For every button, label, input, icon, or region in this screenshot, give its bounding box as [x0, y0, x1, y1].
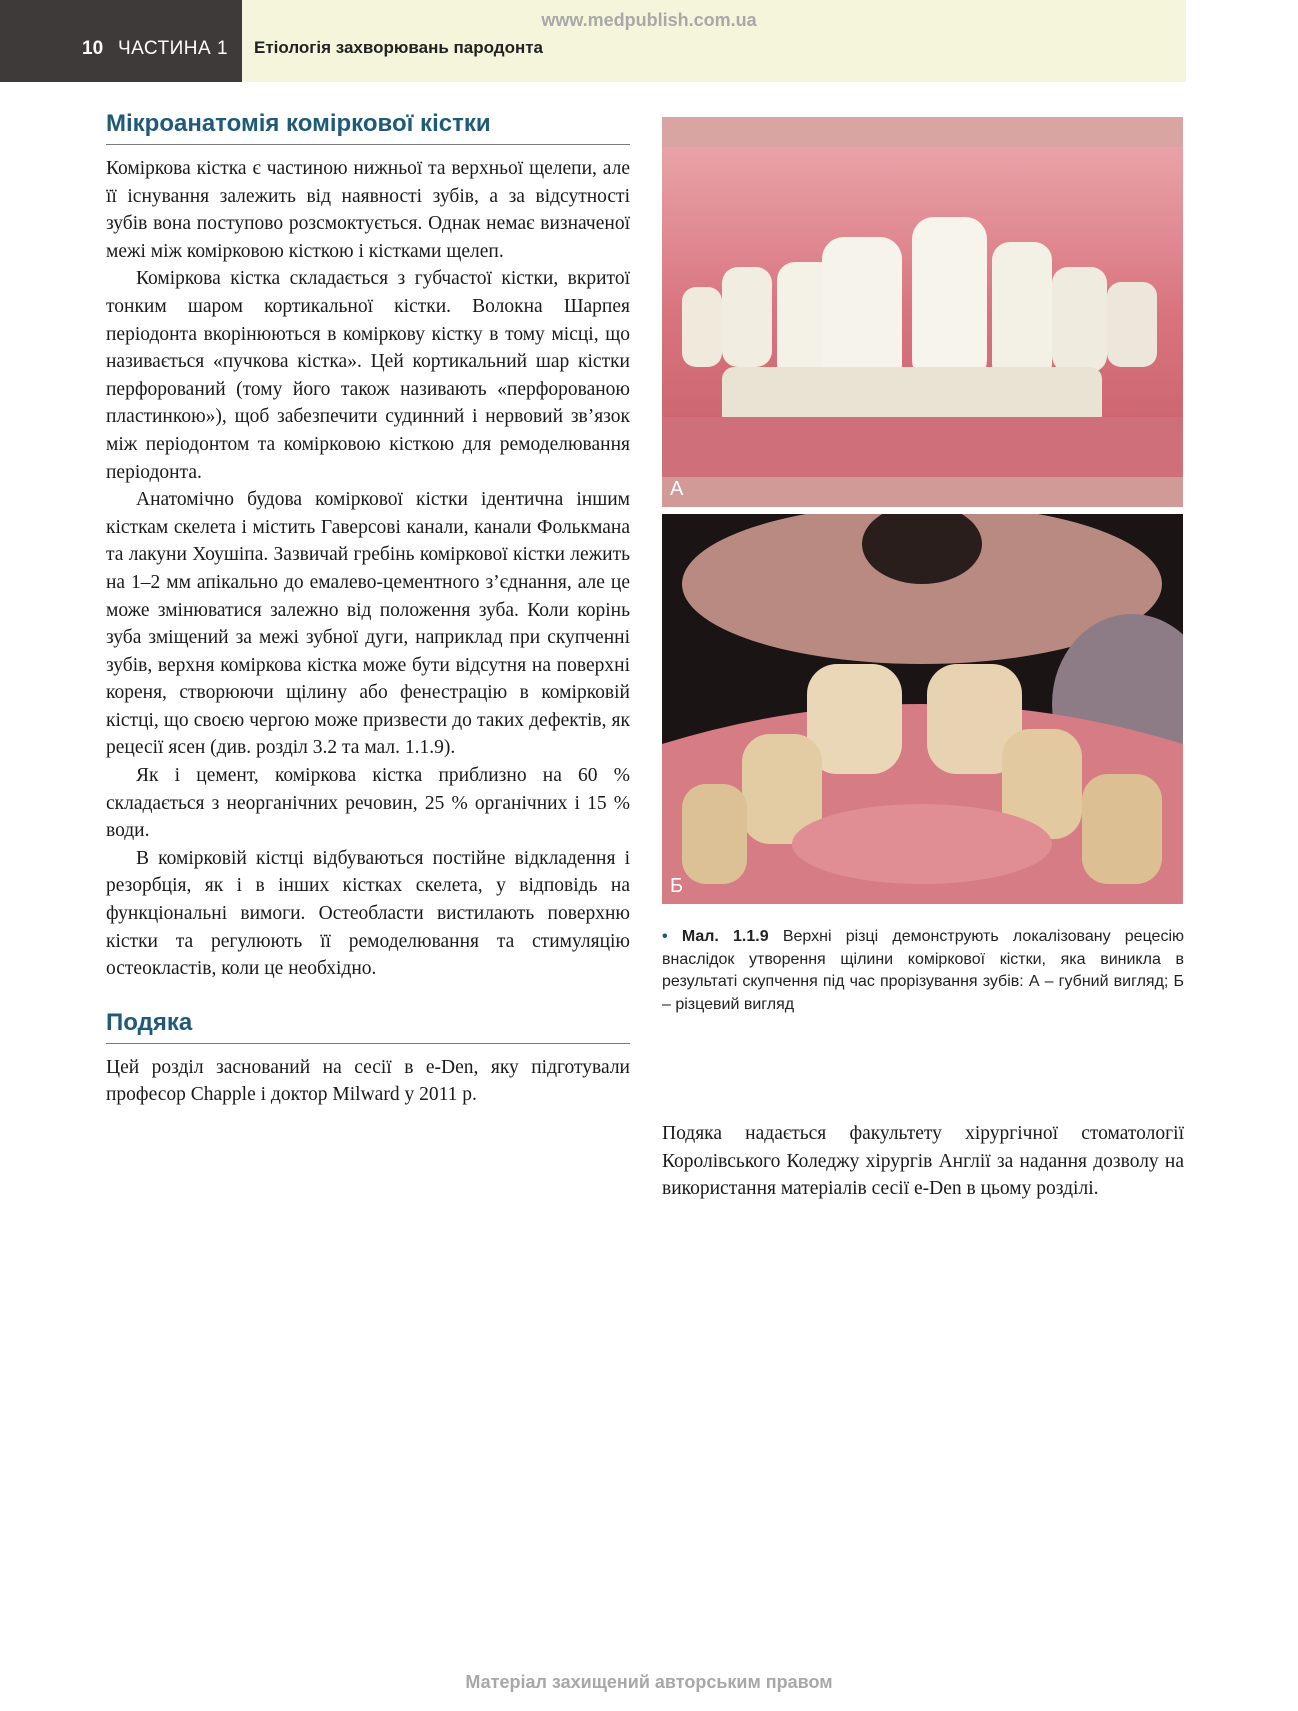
caption-bullet: •	[662, 928, 668, 945]
figure-photo-labial	[662, 117, 1183, 507]
paragraph: Коміркова кістка складається з губчастої кістки, вкритої тонким шаром кортикальної кістки. Волокна Шарпея періодонта вкорінюються в коміркову кістку в тому місці, що називається «пучкова кістка». Цей кортикальний шар кістки перфорований (тому його також називають «перфорованою пластинкою»), щоб забезпечити судинний і нервовий зв’язок між періодонтом та комірковою кісткою для ремоделювання періодонта.	[106, 268, 630, 483]
page-number: 10	[82, 38, 104, 59]
site-watermark: www.medpublish.com.ua	[541, 10, 757, 30]
panel-label-b: Б	[670, 875, 684, 897]
figure-label: Мал. 1.1.9	[681, 928, 769, 945]
figure-photo-incisal	[662, 514, 1183, 904]
part-label: ЧАСТИНА 1	[118, 38, 229, 59]
paragraph: В комірковій кістці відбуваються постійне відкладення і резорбція, як і в інших кістках скелета, у відповідь на функціональні вимоги. Остеобласти вистилають поверхню кістки та регулюють її ремоделювання та стимуляцію остеокластів, коли це необхідно.	[106, 847, 630, 980]
panel-label-a: А	[670, 478, 684, 500]
figure-caption	[662, 926, 1184, 1016]
chapter-title: Етіологія захворювань пародонта	[254, 38, 544, 57]
section-heading-acknowledgement: Подяка	[106, 1009, 630, 1044]
right-column-text	[662, 1120, 1184, 1203]
acknowledgement-paragraph-left: Цей розділ заснований на сесії в e-Den, яку підготували професор Chapple і доктор Milward у 2011 р.	[106, 1056, 630, 1106]
left-column	[106, 110, 630, 1109]
copyright-watermark: Матеріал захищений авторським правом	[465, 1672, 833, 1692]
caption-text: Верхні різці демонструють локалізовану рецесію внаслідок утворення щілини коміркової кістки, яка виникла в результаті скупчення під час прорізування зубів: А – губний вигляд; Б – різцевий вигляд	[662, 928, 1185, 1013]
section-heading-microanatomy: Мікроанатомія коміркової кістки	[106, 110, 630, 145]
paragraph: Як і цемент, коміркова кістка приблизно на 60 % складається з неорганічних речовин, 25 % органічних і 15 % води.	[106, 765, 630, 842]
paragraph: Анатомічно будова коміркової кістки ідентична іншим кісткам скелета і містить Гаверсові канали, канали Фолькмана та лакуни Хоушіпа. Зазвичай гребінь коміркової кістки лежить на 1–2 мм апікально до емалево-цементного з’єднання, але це може змінюватися залежно від положення зуба. Коли корінь зуба зміщений за межі зубної дуги, наприклад при скупченні зубів, верхня коміркова кістка може бути відсутня на поверхні кореня, створюючи щілину або фенестрацію в комірковій кістці, що своєю чергою може призвести до таких дефектів, як рецесії ясен (див. розділ 3.2 та мал. 1.1.9).	[106, 489, 630, 759]
acknowledgement-paragraph-right: Подяка надається факультету хірургічної стоматології Королівського Коледжу хірургів Англії за надання дозволу на використання матеріалів сесії e-Den в цьому розділі.	[662, 1123, 1184, 1200]
paragraph: Коміркова кістка є частиною нижньої та верхньої щелепи, але її існування залежить від наявності зубів, а за відсутності зубів вона поступово розсмоктується. Однак немає визначеної межі між комірковою кісткою і кістками щелеп.	[106, 158, 630, 262]
